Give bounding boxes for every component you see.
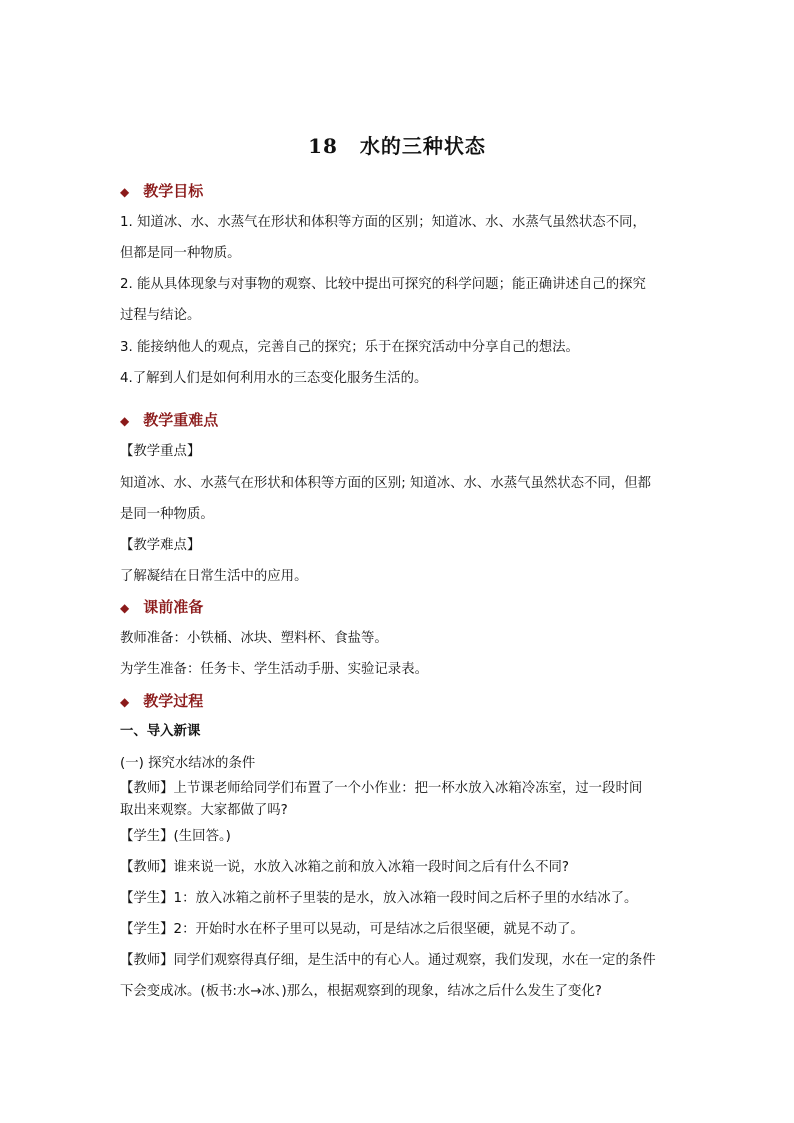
teacher-preparation: 教师准备：小铁桶、冰块、塑料杯、食盐等。 bbox=[120, 631, 388, 646]
focus-label: 【教学重点】 bbox=[120, 444, 201, 459]
student-preparation: 为学生准备：任务卡、学生活动手册、实验记录表。 bbox=[120, 662, 428, 677]
dialogue-line-3: 【教师】谁来说一说，水放入冰箱之前和放入冰箱一段时间之后有什么不同? bbox=[120, 860, 569, 875]
section-heading-text: 教学重难点 bbox=[143, 411, 219, 429]
section-heading-key-points bbox=[120, 409, 218, 430]
section-heading-process bbox=[120, 690, 203, 711]
lesson-title: 水的三种状态 bbox=[359, 134, 486, 158]
diamond-bullet-icon: ◆ bbox=[120, 695, 130, 709]
dialogue-line-6a: 【教师】同学们观察得真仔细，是生活中的有心人。通过观察，我们发现，水在一定的条件 bbox=[120, 953, 656, 968]
diamond-bullet-icon: ◆ bbox=[120, 185, 130, 199]
focus-line-2: 是同一种物质。 bbox=[120, 507, 214, 522]
difficulty-label: 【教学难点】 bbox=[120, 538, 201, 553]
dialogue-line-5: 【学生】2：开始时水在杯子里可以晃动，可是结冰之后很坚硬，就晃不动了。 bbox=[120, 922, 584, 937]
diamond-bullet-icon: ◆ bbox=[120, 414, 130, 428]
dialogue-line-4: 【学生】1：放入冰箱之前杯子里装的是水，放入冰箱一段时间之后杯子里的水结冰了。 bbox=[120, 891, 638, 906]
process-subheading-1: (一) 探究水结冰的条件 bbox=[120, 756, 256, 771]
dialogue-line-1b: 取出来观察。大家都做了吗? bbox=[120, 803, 288, 818]
dialogue-line-1a: 【教师】上节课老师给同学们布置了一个小作业：把一杯水放入冰箱冷冻室，过一段时间 bbox=[120, 781, 643, 796]
dialogue-line-6b: 下会变成冰。(板书:水→冰、)那么，根据观察到的现象，结冰之后什么发生了变化? bbox=[120, 984, 602, 999]
lesson-number: 18 bbox=[308, 134, 338, 158]
section-heading-preparation bbox=[120, 596, 203, 617]
goal-2-line-1: 2. 能从具体现象与对事物的观察、比较中提出可探究的科学问题；能正确讲述自己的探究 bbox=[120, 277, 646, 292]
page-title bbox=[0, 130, 794, 159]
dialogue-line-2: 【学生】(生回答。) bbox=[120, 829, 231, 844]
goal-1-line-1: 1. 知道冰、水、水蒸气在形状和体积等方面的区别；知道冰、水、水蒸气虽然状态不同， bbox=[120, 215, 646, 230]
focus-line-1: 知道冰、水、水蒸气在形状和体积等方面的区别; 知道冰、水、水蒸气虽然状态不同，但都 bbox=[120, 476, 651, 491]
difficulty-text: 了解凝结在日常生活中的应用。 bbox=[120, 569, 308, 584]
goal-1-line-2: 但都是同一种物质。 bbox=[120, 246, 241, 261]
goal-4: 4.了解到人们是如何利用水的三态变化服务生活的。 bbox=[120, 371, 428, 386]
goal-3: 3. 能接纳他人的观点，完善自己的探究；乐于在探究活动中分享自己的想法。 bbox=[120, 340, 579, 355]
goal-2-line-2: 过程与结论。 bbox=[120, 308, 201, 323]
diamond-bullet-icon: ◆ bbox=[120, 601, 130, 615]
section-heading-text: 课前准备 bbox=[143, 598, 204, 616]
section-heading-text: 教学过程 bbox=[143, 692, 204, 710]
section-heading-goals bbox=[120, 180, 203, 201]
process-part-1: 一、导入新课 bbox=[120, 724, 201, 739]
section-heading-text: 教学目标 bbox=[143, 182, 204, 200]
